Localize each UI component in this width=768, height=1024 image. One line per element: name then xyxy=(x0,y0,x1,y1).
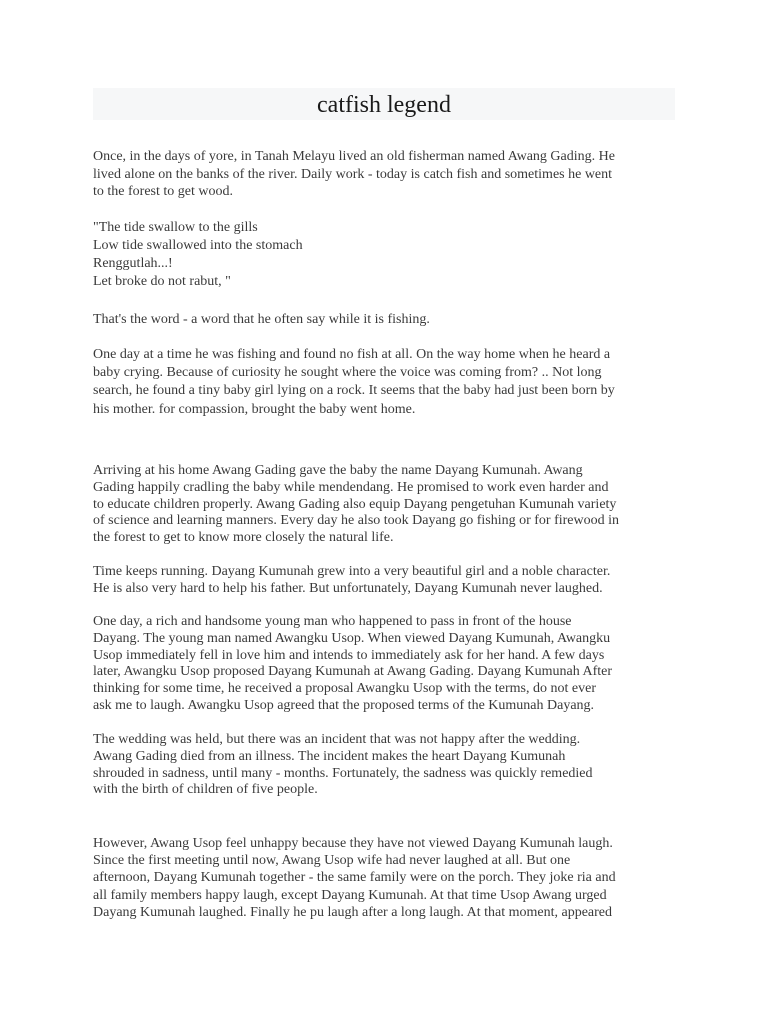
paragraph-baby-found: One day at a time he was fishing and found no fish at all. On the way home when he heard a baby crying. Because of curiosity he sought where the voice was coming from? .. Not long search, he found a tiny baby girl lying on a rock. It seems that the baby had just been born by his mother. for compassion, brought the baby went home. xyxy=(93,347,615,417)
paragraph-time-running: Time keeps running. Dayang Kumunah grew into a very beautiful girl and a noble character. He is also very hard to help his father. But unfortunately, Dayang Kumunah never laughed. xyxy=(93,564,611,596)
paragraph-wedding: The wedding was held, but there was an incident that was not happy after the wedding. Awang Gading died from an illness. The incident makes the heart Dayang Kumunah shrouded in sadness, until many - months. Fortunately, the sadness was quickly remedied with the birth of children of five people. xyxy=(93,732,593,798)
paragraph-intro: Once, in the days of yore, in Tanah Melayu lived an old fisherman named Awang Gading. He lived alone on the banks of the river. Daily work - today is catch fish and sometimes he went to the forest to get wood. xyxy=(93,149,615,199)
paragraph-young-man: One day, a rich and handsome young man who happened to pass in front of the house Dayang. The young man named Awangku Usop. When viewed Dayang Kumunah, Awangku Usop immediately fell in love him and intends to immediately ask for her hand. A few days later, Awangku Usop proposed Dayang Kumunah at Awang Gading. Dayang Kumunah After thinking for some time, he received a proposal Awangku Usop with the terms, do not ever ask me to laugh. Awangku Usop agreed that the proposed terms of the Kumunah Dayang. xyxy=(93,614,613,713)
paragraph-laugh: However, Awang Usop feel unhappy because they have not viewed Dayang Kumunah laugh. Since the first meeting until now, Awang Usop wife had never laughed at all. But one afternoon, Dayang Kumunah together - the same family were on the porch. They joke ria and all family members happy laugh, except Dayang Kumunah. At that time Usop Awang urged Dayang Kumunah laughed. Finally he pu laugh after a long laugh. At that moment, appeared xyxy=(93,836,616,920)
poem-verse: "The tide swallow to the gills Low tide swallowed into the stomach Renggutlah...! Let broke do not rabut, " xyxy=(93,220,303,289)
paragraph-arriving-home: Arriving at his home Awang Gading gave the baby the name Dayang Kumunah. Awang Gading happily cradling the baby while mendendang. He promised to work even harder and to educate children properly. Awang Gading also equip Dayang pengetuhan Kumunah variety of science and learning manners. Every day he also took Dayang go fishing or for firewood in the forest to get to know more closely the natural life. xyxy=(93,463,620,546)
document-title: catfish legend xyxy=(93,88,675,120)
paragraph-word: That's the word - a word that he often say while it is fishing. xyxy=(93,312,430,327)
